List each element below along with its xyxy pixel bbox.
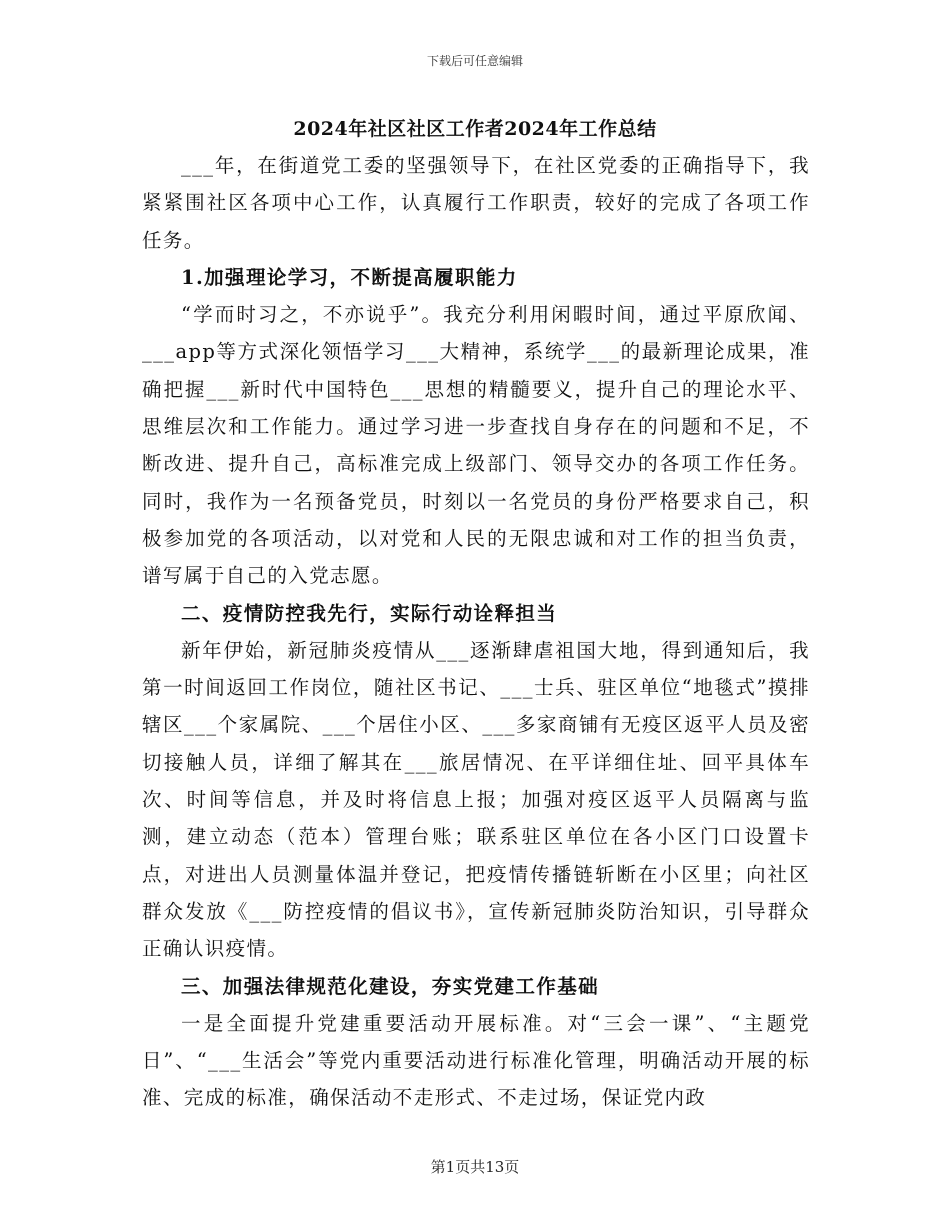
page-header-note: 下载后可任意编辑 [426, 54, 523, 68]
section-heading-theory: 1.加强理论学习，不断提高履职能力 [181, 265, 518, 289]
document-title: 2024年社区社区工作者2024年工作总结 [293, 118, 657, 140]
document-body [142, 147, 810, 1117]
party-building-paragraph: 一是全面提升党建重要活动开展标准。对“三会一课”、“主题党日”、“___生活会”等党内重要活动进行标准化管理，明确活动开展的标准、完成的标准，确保活动不走形式、不走过场，保证党内政 [142, 1011, 810, 1110]
section-heading-party-building: 三、加强法律规范化建设，夯实党建工作基础 [181, 974, 600, 998]
theory-paragraph: “学而时习之，不亦说乎”。我充分利用闲暇时间，通过平原欣闻、___app等方式深化领悟学习___大精神，系统学___的最新理论成果，准确把握___新时代中国特色___思想的精髓要义，提升自己的理论水平、思维层次和工作能力。通过学习进一步查找自身存在的问题和不足，不断改进、提升自己，高标准完成上级部门、领导交办的各项工作任务。同时，我作为一名预备党员，时刻以一名党员的身份严格要求自己，积极参加党的各项活动，以对党和人民的无限忠诚和对工作的担当负责，谱写属于自己的入党志愿。 [142, 303, 810, 588]
section-heading-epidemic: 二、疫情防控我先行，实际行动诠释担当 [181, 601, 558, 625]
intro-paragraph: ___年，在街道党工委的坚强领导下，在社区党委的正确指导下，我紧紧围社区各项中心工作，认真履行工作职责，较好的完成了各项工作任务。 [142, 154, 810, 252]
epidemic-paragraph: 新年伊始，新冠肺炎疫情从___逐渐肆虐祖国大地，得到通知后，我第一时间返回工作岗位，随社区书记、___士兵、驻区单位“地毯式”摸排辖区___个家属院、___个居住小区、___多家商铺有无疫区返平人员及密切接触人员，详细了解其在___旅居情况、在平详细住址、回平具体车次、时间等信息，并及时将信息上报；加强对疫区返平人员隔离与监测，建立动态（范本）管理台账；联系驻区单位在各小区门口设置卡点，对进出人员测量体温并登记，把疫情传播链斩断在小区里；向社区群众发放《___防控疫情的倡议书》，宣传新冠肺炎防治知识，引导群众正确认识疫情。 [142, 638, 810, 961]
page-number: 第1页共13页 [430, 1158, 520, 1176]
